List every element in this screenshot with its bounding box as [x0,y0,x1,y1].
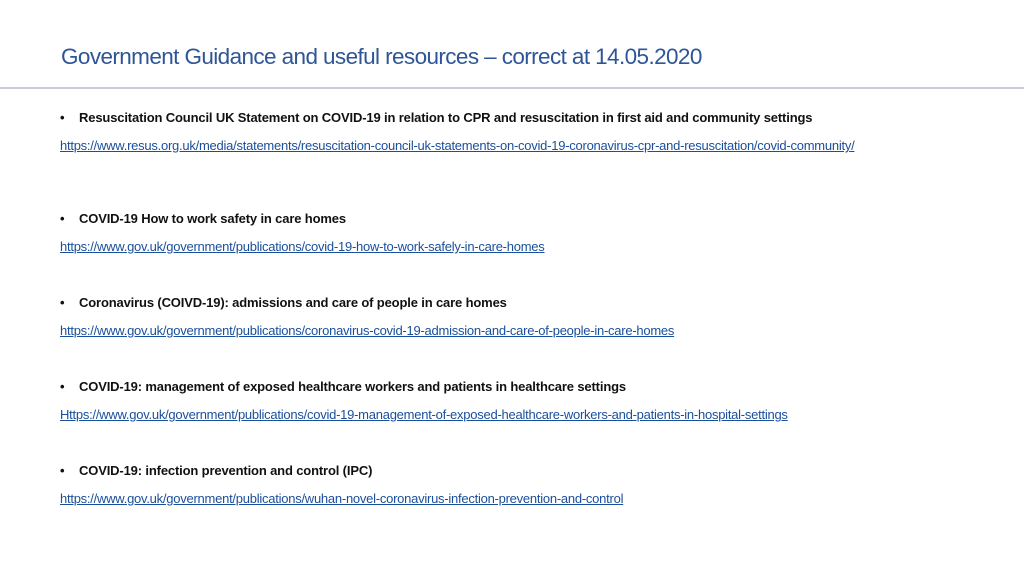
bullet-point: • [60,211,65,226]
resource-link[interactable]: https://www.gov.uk/government/publications/covid-19-how-to-work-safely-in-care-homes [60,239,545,254]
resource-heading-text: COVID-19 How to work safety in care homes [79,211,346,226]
title-divider [0,87,1024,89]
resource-heading-text: COVID-19: infection prevention and control (IPC) [79,463,373,478]
resource-item [60,462,950,507]
resource-item [60,210,950,255]
slide-title: Government Guidance and useful resources – correct at 14.05.2020 [61,44,702,69]
bullet-point: • [60,295,65,310]
resource-link[interactable]: https://www.resus.org.uk/media/statements/resuscitation-council-uk-statements-on-covid-19-coronavirus-cpr-and-resuscitation/covid-community/ [60,138,855,153]
resource-heading-text: Resuscitation Council UK Statement on COVID-19 in relation to CPR and resuscitation in first aid and community settings [79,110,813,125]
resource-heading [60,109,950,127]
resource-heading [60,378,950,396]
resource-link[interactable]: https://www.gov.uk/government/publications/coronavirus-covid-19-admission-and-care-of-people-in-care-homes [60,323,675,338]
resource-link[interactable]: https://www.gov.uk/government/publications/wuhan-novel-coronavirus-infection-prevention-and-control [60,491,624,506]
resource-heading [60,210,950,228]
resource-heading-text: COVID-19: management of exposed healthcare workers and patients in healthcare settings [79,379,626,394]
bullet-point: • [60,379,65,394]
resource-item [60,109,950,154]
resource-link[interactable]: Https://www.gov.uk/government/publications/covid-19-management-of-exposed-healthcare-workers-and-patients-in-hospital-settings [60,407,788,422]
resource-item [60,294,950,339]
bullet-point: • [60,463,65,478]
bullet-point: • [60,110,65,125]
resource-heading [60,462,950,480]
resource-heading [60,294,950,312]
resource-heading-text: Coronavirus (COIVD-19): admissions and care of people in care homes [79,295,507,310]
resource-item [60,378,950,423]
